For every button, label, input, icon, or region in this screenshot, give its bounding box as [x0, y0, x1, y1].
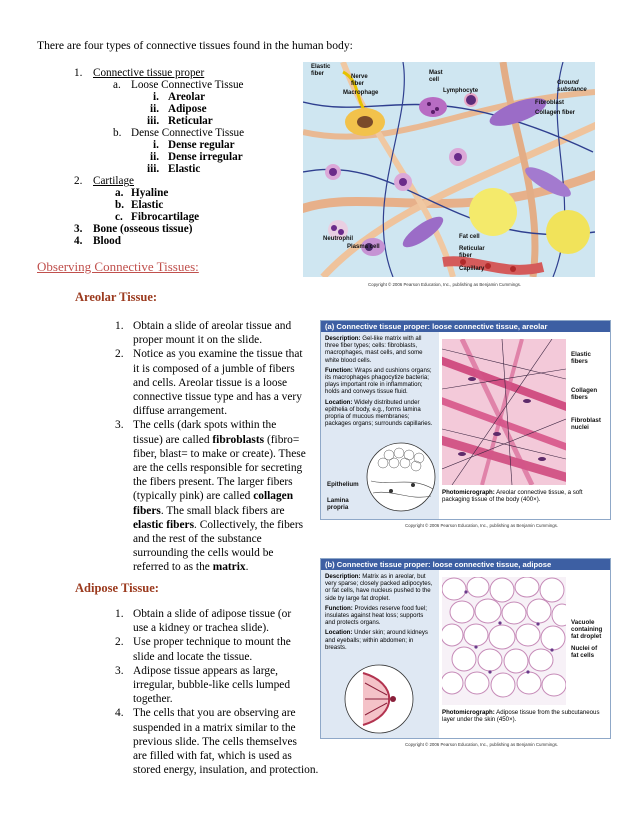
- term-elastic-fibers: elastic fibers: [133, 518, 195, 531]
- label-fibroblast-nuclei: Fibroblast nuclei: [571, 417, 601, 431]
- outline-item-reticular: Reticular: [168, 115, 213, 127]
- term-collagen: collagen: [253, 490, 294, 503]
- label-macrophage: Macrophage: [343, 90, 379, 96]
- label-lamina-propria: Lamina propria: [327, 497, 349, 511]
- outline-item-connective-tissue-proper: Connective tissue proper: [93, 67, 205, 79]
- areolar-step-2: [115, 347, 315, 418]
- step-line: and the rest of the substance: [133, 533, 262, 546]
- areolar-step-1: [115, 319, 315, 347]
- label-reticular-fiber: [459, 246, 485, 260]
- step-line: the fibers present. The larger fibers: [133, 476, 293, 489]
- step-line: [133, 560, 315, 574]
- areolar-step-3: [115, 418, 315, 574]
- outline-num: a.: [113, 79, 121, 91]
- outline-num: ii.: [150, 103, 160, 115]
- areolar-photomicrograph: [442, 339, 566, 485]
- adipose-photo-caption: [442, 709, 607, 723]
- step-line: are filled with fat, which is used as: [133, 749, 292, 762]
- step-number: 3.: [115, 664, 124, 677]
- step-number: 2.: [115, 636, 124, 649]
- step-line: together.: [133, 693, 173, 706]
- outline-item-cartilage: Cartilage: [93, 175, 135, 187]
- step-line: [133, 504, 315, 518]
- photo-text: Adipose tissue from the subcutaneous layer under the skin (450×).: [442, 709, 600, 723]
- outline-num: 2.: [74, 175, 83, 187]
- location-text: Under skin; around kidneys and eyeballs; within abdomen; in breasts.: [325, 629, 428, 651]
- step-line: slide and locate the tissue.: [133, 650, 253, 663]
- step-line: surrounding the cells would be: [133, 547, 274, 560]
- label-neutrophil: Neutrophil: [323, 236, 353, 242]
- label-nerve-fiber: [351, 74, 368, 88]
- step-line: fiber, blast= to make or create). These: [133, 447, 306, 460]
- step-number: 1.: [115, 320, 124, 332]
- step-line: diffuse arrangement.: [133, 405, 228, 418]
- areolar-location: [325, 399, 435, 428]
- step-line: Obtain a slide of areolar tissue and: [133, 320, 292, 332]
- label-elastic-fibers: Elastic fibers: [571, 351, 591, 365]
- label-fibroblast: Fibroblast: [535, 100, 565, 106]
- step-line: are the cells responsible for secreting: [133, 462, 303, 474]
- adipose-step-3: [115, 664, 325, 707]
- outline-num: c.: [115, 211, 123, 223]
- term-fibroblasts: fibroblasts: [212, 433, 265, 446]
- panel-adipose: [320, 558, 611, 739]
- outline-num: 1.: [74, 67, 83, 79]
- label-elastic-fiber: [311, 64, 330, 78]
- label-ground-substance-text: Ground substance: [557, 80, 587, 93]
- step-line: The cells (dark spots within the: [133, 419, 277, 432]
- outline-num: a.: [115, 187, 124, 199]
- term-fibers: fibers: [133, 504, 161, 517]
- location-label: Location:: [325, 629, 353, 637]
- photo-label: Photomicrograph:: [442, 489, 495, 496]
- outline-item-dense-irregular: Dense irregular: [168, 151, 243, 163]
- panel-areolar-title: (a) Connective tissue proper: loose connective tissue, areolar: [321, 321, 610, 332]
- outline-item-fibrocartilage: Fibrocartilage: [131, 211, 200, 223]
- outline-item-areolar: Areolar: [168, 91, 206, 103]
- label-capillary: Capillary: [459, 266, 485, 272]
- text-run: . Collectively, the fibers: [194, 518, 304, 531]
- step-number: 1.: [115, 608, 124, 620]
- photo-text: Areolar connective tissue, a soft packaging tissue of the body (400×).: [442, 489, 583, 503]
- label-lymphocyte: Lymphocyte: [443, 88, 479, 94]
- outline-item-dense: Dense Connective Tissue: [131, 127, 245, 139]
- adipose-location: [325, 629, 435, 651]
- step-line: Use proper technique to mount the: [133, 636, 291, 649]
- step-line: Notice as you examine the tissue that: [133, 348, 303, 361]
- intro-text: There are four types of connective tissues found in the human body:: [37, 39, 353, 52]
- function-label: Function:: [325, 604, 353, 612]
- diagram-copyright: Copyright © 2006 Pearson Education, Inc., publishing as Benjamin Cummings.: [368, 282, 522, 287]
- step-line: stored energy, insulation, and protection.: [133, 764, 319, 777]
- step-line: [133, 489, 315, 503]
- outline-num: iii.: [147, 115, 160, 127]
- panel-adipose-title: (b) Connective tissue proper: loose connective tissue, adipose: [321, 559, 610, 570]
- areolar-heading: Areolar Tissue:: [75, 290, 158, 304]
- text-run: (fibro=: [264, 433, 300, 446]
- panel-areolar: [320, 320, 611, 520]
- label-epithelium: Epithelium: [327, 481, 359, 488]
- areolar-description: [325, 335, 435, 364]
- label-nerve-fiber-text: Nerve fiber: [351, 74, 368, 87]
- panel-adipose-copyright: Copyright © 2006 Pearson Education, Inc., publishing as Benjamin Cummings.: [405, 742, 559, 747]
- step-line: [133, 518, 315, 532]
- text-run: tissue) are called: [133, 433, 213, 446]
- areolar-inset-drawing: [361, 441, 439, 513]
- step-line: use a kidney or trachea slide).: [133, 622, 269, 635]
- text-run: (typically pink) are called: [133, 490, 254, 503]
- step-number: 3.: [115, 419, 124, 432]
- areolar-function: [325, 367, 435, 396]
- adipose-step-4: [115, 706, 325, 777]
- step-line: Obtain a slide of adipose tissue (or: [133, 608, 292, 620]
- areolar-photo-caption: [442, 489, 607, 503]
- text-run: .: [245, 561, 249, 574]
- step-number: 4.: [115, 707, 124, 720]
- outline-num: 3.: [74, 223, 83, 235]
- outline-num: iii.: [147, 163, 160, 175]
- label-fat-cell: Fat cell: [459, 234, 480, 240]
- adipose-step-1: [115, 607, 325, 635]
- step-number: 2.: [115, 348, 124, 361]
- outline-num: i.: [153, 91, 159, 103]
- label-mast-cell-text: Mast cell: [429, 70, 443, 83]
- step-line: Adipose tissue appears as large,: [133, 664, 278, 677]
- label-nuclei-fat-cells: Nuclei of fat cells: [571, 645, 598, 659]
- outline-item-adipose: Adipose: [168, 103, 207, 115]
- adipose-description: [325, 573, 435, 602]
- description-text: Matrix as in areolar, but very sparse; closely packed adipocytes, or fat cells, have nucleus pushed to the side by large fat droplet.: [325, 573, 433, 602]
- section-title: Observing Connective Tissues:: [37, 259, 199, 274]
- function-text: Provides reserve food fuel; insulates against heat loss; supports and protects organs.: [325, 604, 427, 627]
- label-vacuole: Vacuole containing fat droplet: [571, 619, 603, 640]
- adipose-heading: Adipose Tissue:: [75, 581, 159, 595]
- location-label: Location:: [325, 398, 353, 406]
- term-matrix: matrix: [212, 561, 246, 574]
- step-line: [133, 433, 315, 447]
- outline-item-loose: Loose Connective Tissue: [131, 79, 244, 91]
- step-line: previous slide. The cells themselves: [133, 735, 297, 748]
- step-line: connective tissue type and has a very: [133, 391, 302, 403]
- step-line: irregular, bubble-like cells lumped: [133, 678, 291, 691]
- label-collagen-fibers: Collagen fibers: [571, 387, 598, 401]
- text-run: referred to as the: [133, 561, 213, 574]
- location-text: Widely distributed under epithelia of body, e.g., forms lamina propria of mucous membranes; packages organs; surrounds capillaries.: [325, 398, 433, 428]
- adipose-steps: [115, 607, 325, 777]
- step-line: proper mount it on the slide.: [133, 334, 263, 347]
- description-label: Description:: [325, 573, 361, 580]
- step-line: suspended in a matrix similar to the: [133, 721, 296, 734]
- function-text: Wraps and cushions organs; its macrophages phagocytize bacteria; plays important role in inflammation; holds and conveys tissue fluid.: [325, 366, 432, 396]
- outline-item-blood: Blood: [93, 235, 121, 247]
- areolar-steps: [115, 319, 315, 575]
- adipose-photomicrograph: [442, 577, 566, 705]
- adipose-function: [325, 605, 435, 627]
- outline-num: i.: [153, 139, 159, 151]
- adipose-step-2: [115, 635, 325, 663]
- label-collagen-fiber: Collagen fiber: [535, 110, 576, 116]
- step-line: The cells that you are observing are: [133, 707, 296, 720]
- function-label: Function:: [325, 366, 353, 374]
- outline-item-dense-regular: Dense regular: [168, 139, 235, 151]
- breast-inset-drawing: [343, 663, 415, 735]
- label-elastic-fiber-text: Elastic fiber: [311, 64, 331, 77]
- label-plasma-cell: Plasma cell: [347, 244, 380, 250]
- photo-label: Photomicrograph:: [442, 709, 495, 716]
- label-reticular-fiber-text: Reticular fiber: [459, 246, 485, 259]
- step-line: and cells. Areolar tissue is a loose: [133, 376, 288, 389]
- outline-num: b.: [115, 199, 125, 211]
- outline-num: 4.: [74, 235, 83, 247]
- outline-num: b.: [113, 127, 122, 139]
- text-run: . The small black fibers are: [160, 504, 285, 517]
- description-text: Gel-like matrix with all three fiber types; cells: fibroblasts, macrophages, mast cells, and some white blood cells.: [325, 335, 423, 364]
- outline-item-hyaline: Hyaline: [131, 187, 169, 199]
- panel-areolar-copyright: Copyright © 2006 Pearson Education, Inc., publishing as Benjamin Cummings.: [405, 523, 559, 528]
- outline-item-elastic: Elastic: [168, 163, 201, 175]
- outline-num: ii.: [150, 151, 160, 163]
- outline-item-cart-elastic: Elastic: [131, 199, 164, 211]
- description-label: Description:: [325, 335, 361, 342]
- connective-tissue-diagram: [303, 62, 595, 277]
- outline-item-bone: Bone (osseous tissue): [93, 223, 193, 235]
- step-line: it is composed of a jumble of fibers: [133, 362, 295, 375]
- label-ground-substance: [557, 80, 587, 94]
- label-mast-cell: [429, 70, 443, 84]
